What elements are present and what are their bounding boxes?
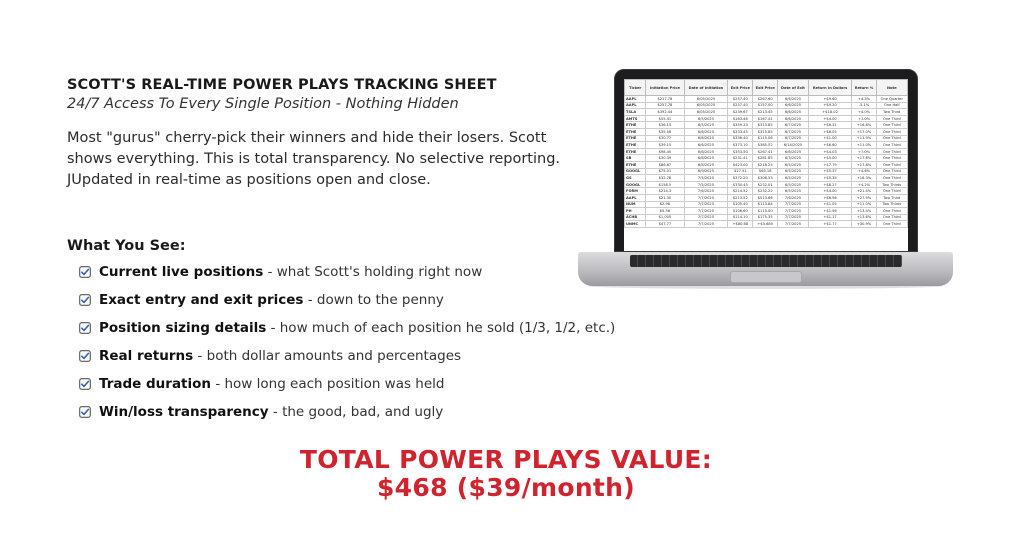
spreadsheet-cell: 6/5/2025 — [778, 168, 809, 175]
spreadsheet-cell: Two Third — [876, 109, 907, 116]
spreadsheet-cell: +$1.77 — [808, 221, 852, 228]
spreadsheet-column-header: Initiation Price — [646, 80, 684, 96]
spreadsheet-cell: $35.58 — [646, 128, 684, 135]
spreadsheet-cell: One Third — [876, 115, 907, 122]
spreadsheet-cell: One Third — [876, 208, 907, 215]
spreadsheet-cell: +$6.31 — [808, 122, 852, 129]
spreadsheet-cell: +4.0% — [852, 109, 876, 116]
spreadsheet-cell: ETHE — [625, 128, 646, 135]
total-value-banner — [196, 446, 816, 502]
spreadsheet-cell: $167.41 — [753, 115, 778, 122]
spreadsheet-cell: $30.39 — [646, 155, 684, 162]
spreadsheet-cell: $372.20 — [728, 175, 753, 182]
spreadsheet-cell: $2.98 — [646, 201, 684, 208]
spreadsheet-cell: $257.78 — [646, 102, 684, 109]
spreadsheet-cell: $105.40 — [728, 201, 753, 208]
spreadsheet-cell: 6/5/2025 — [778, 181, 809, 188]
spreadsheet-cell: 6/05/2025 — [684, 109, 728, 116]
spreadsheet-cell: 6/6/2025 — [684, 142, 728, 149]
spreadsheet-cell: 6/05/2025 — [684, 96, 728, 103]
spreadsheet-cell: 6/5/2025 — [778, 175, 809, 182]
spreadsheet-cell: $163.46 — [728, 115, 753, 122]
spreadsheet-cell: ETHE — [625, 161, 646, 168]
spreadsheet-cell: $232.22 — [753, 188, 778, 195]
spreadsheet-cell: 7/7/2025 — [684, 208, 728, 215]
feature-list — [79, 258, 615, 426]
spreadsheet-cell: $98.45 — [646, 148, 684, 155]
spreadsheet-cell: $115.00 — [753, 208, 778, 215]
spreadsheet-cell: +$4.00 — [808, 115, 852, 122]
spreadsheet-cell: +11.9% — [852, 135, 876, 142]
total-value-price: $468 ($39/month) — [376, 473, 636, 502]
spreadsheet-row — [625, 142, 908, 149]
laptop-trackpad — [730, 271, 802, 283]
feature-bold-label: Current live positions — [99, 264, 264, 280]
spreadsheet-cell: $114.10 — [728, 214, 753, 221]
spreadsheet-cell: $218.25 — [753, 161, 778, 168]
spreadsheet-cell: $86.67 — [646, 161, 684, 168]
spreadsheet-row — [625, 214, 908, 221]
spreadsheet-cell: 7/7/2025 — [778, 221, 809, 228]
feature-item-trade-duration — [79, 370, 615, 398]
laptop-screen — [624, 79, 908, 251]
spreadsheet-row — [625, 135, 908, 142]
feature-description: - both dollar amounts and percentages — [193, 348, 462, 364]
spreadsheet-cell: 6/7/2025 — [778, 135, 809, 142]
spreadsheet-cell: +$7.79 — [808, 161, 852, 168]
spreadsheet-row — [625, 175, 908, 182]
spreadsheet-cell: $217.78 — [646, 96, 684, 103]
spreadsheet-cell: 6/5/2025 — [778, 161, 809, 168]
spreadsheet-header-row — [625, 80, 908, 96]
spreadsheet-cell: One Third — [876, 214, 907, 221]
spreadsheet-row — [625, 168, 908, 175]
spreadsheet-cell: $32.78 — [646, 175, 684, 182]
feature-item-real-returns — [79, 342, 615, 370]
spreadsheet-cell: $257.40 — [728, 96, 753, 103]
spreadsheet-cell: $30.77 — [646, 135, 684, 142]
spreadsheet-cell: $239.67 — [728, 109, 753, 116]
spreadsheet-cell: $232.01 — [753, 181, 778, 188]
spreadsheet-cell: One Third — [876, 175, 907, 182]
spreadsheet-cell: $330.45 — [728, 181, 753, 188]
spreadsheet-cell: 6/6/2025 — [778, 148, 809, 155]
spreadsheet-cell: 6/6/2025 — [684, 135, 728, 142]
spreadsheet-cell: 7/7/2025 — [778, 201, 809, 208]
spreadsheet-cell: +$4.03 — [808, 148, 852, 155]
spreadsheet-cell: 6/5/2025 — [684, 115, 728, 122]
spreadsheet-cell: $231.41 — [728, 155, 753, 162]
spreadsheet-column-header: Date of Initiation — [684, 80, 728, 96]
spreadsheet-cell: $423.00 — [728, 161, 753, 168]
spreadsheet-cell: $213.52 — [728, 194, 753, 201]
feature-description: - how long each position was held — [211, 376, 445, 392]
feature-bold-label: Real returns — [99, 348, 194, 364]
spreadsheet-row — [625, 122, 908, 129]
spreadsheet-cell: 7/6/2025 — [684, 188, 728, 195]
spreadsheet-cell: +$6.05 — [808, 128, 852, 135]
spreadsheet-cell: +1.0% — [852, 115, 876, 122]
spreadsheet-cell: +$5.00 — [808, 155, 852, 162]
spreadsheet-cell: +$6.96 — [808, 194, 852, 201]
spreadsheet-cell: $21.30 — [646, 194, 684, 201]
spreadsheet-cell: 6/3/2025 — [778, 155, 809, 162]
spreadsheet-cell: $158.5 — [646, 181, 684, 188]
spreadsheet-cell: +$9.20 — [808, 102, 852, 109]
feature-item-live-positions — [79, 258, 615, 286]
spreadsheet-cell: $392.44 — [646, 109, 684, 116]
spreadsheet-cell: One Third — [876, 122, 907, 129]
spreadsheet-cell: $213.45 — [753, 109, 778, 116]
spreadsheet-cell: 6/6/2025 — [778, 96, 809, 103]
spreadsheet-row — [625, 194, 908, 201]
laptop-lid — [614, 69, 918, 252]
spreadsheet-cell: +16.8% — [852, 122, 876, 129]
spreadsheet-cell: $267.60 — [753, 96, 778, 103]
spreadsheet-cell: $333.45 — [728, 128, 753, 135]
spreadsheet-cell: AAPL — [625, 96, 646, 103]
spreadsheet-cell: $65.18 — [753, 168, 778, 175]
spreadsheet-cell: One Third — [876, 155, 907, 162]
checkbox-check-icon — [79, 350, 91, 362]
spreadsheet-cell: +$9.60 — [808, 96, 852, 103]
spreadsheet-cell: +$5.35 — [808, 175, 852, 182]
spreadsheet-cell: One Third — [876, 135, 907, 142]
spreadsheet-cell: +21.4% — [852, 188, 876, 195]
feature-bold-label: Position sizing details — [99, 320, 267, 336]
spreadsheet-cell: $27.51 — [728, 168, 753, 175]
spreadsheet-row — [625, 188, 908, 195]
spreadsheet-cell: +27.9% — [852, 194, 876, 201]
spreadsheet-cell: $36.15 — [646, 122, 684, 129]
spreadsheet-cell: 6/05/2025 — [684, 102, 728, 109]
spreadsheet-row — [625, 221, 908, 228]
spreadsheet-cell: $373.10 — [728, 142, 753, 149]
spreadsheet-cell: $353.50 — [728, 148, 753, 155]
spreadsheet-cell: $281.85 — [753, 155, 778, 162]
spreadsheet-cell: ETHE — [625, 122, 646, 129]
spreadsheet-cell: 7/5/2025 — [684, 181, 728, 188]
spreadsheet-cell: $214.3 — [646, 188, 684, 195]
spreadsheet-cell: $336.40 — [728, 135, 753, 142]
spreadsheet-cell: +$8.27 — [808, 181, 852, 188]
spreadsheet-cell: AMTS — [625, 115, 646, 122]
feature-description: - down to the penny — [303, 292, 444, 308]
spreadsheet-cell: $359.23 — [728, 122, 753, 129]
spreadsheet-cell: 6/6/2025 — [684, 148, 728, 155]
spreadsheet-cell: Two Thirds — [876, 201, 907, 208]
spreadsheet-cell: 6/8/2025 — [684, 161, 728, 168]
spreadsheet-column-header: Return in Dollars — [808, 80, 852, 96]
spreadsheet-cell: $75.01 — [646, 168, 684, 175]
spreadsheet-column-header: Note — [876, 80, 907, 96]
spreadsheet-cell: 7/5/2025 — [684, 175, 728, 182]
spreadsheet-cell: 6/6/2025 — [778, 109, 809, 116]
spreadsheet-cell: 6/14/2025 — [778, 142, 809, 149]
spreadsheet-row — [625, 208, 908, 215]
spreadsheet-cell: $513.66 — [753, 194, 778, 201]
checkbox-check-icon — [79, 378, 91, 390]
spreadsheet-cell: One Third — [876, 168, 907, 175]
spreadsheet-cell: 7/7/2025 — [684, 194, 728, 201]
spreadsheet-row — [625, 161, 908, 168]
feature-item-win-loss — [79, 398, 615, 426]
spreadsheet-cell: 6/6/2025 — [778, 115, 809, 122]
spreadsheet-cell: PH — [625, 208, 646, 215]
spreadsheet-cell: +$1.00 — [808, 135, 852, 142]
spreadsheet-cell: $308.53 — [753, 175, 778, 182]
laptop-mockup — [578, 69, 953, 289]
feature-item-entry-exit — [79, 286, 615, 314]
spreadsheet-row — [625, 96, 908, 103]
spreadsheet-cell: 6/5/2025 — [778, 188, 809, 195]
spreadsheet-cell: ETHE — [625, 142, 646, 149]
tracking-spreadsheet — [624, 79, 908, 228]
what-you-see-heading: What You See: — [67, 238, 186, 254]
spreadsheet-cell: ETHE — [625, 135, 646, 142]
spreadsheet-cell: $257.40 — [728, 102, 753, 109]
spreadsheet-cell: 6/6/2025 — [684, 128, 728, 135]
checkbox-check-icon — [79, 322, 91, 334]
spreadsheet-cell: One Quarter — [876, 96, 907, 103]
spreadsheet-cell: One Third — [876, 142, 907, 149]
page-subtitle: 24/7 Access To Every Single Position - Nothing Hidden — [67, 96, 459, 112]
spreadsheet-cell: One Third — [876, 161, 907, 168]
spreadsheet-cell: +30.9% — [852, 221, 876, 228]
spreadsheet-cell: $313.85 — [753, 122, 778, 129]
spreadsheet-cell: +$4.00 — [808, 188, 852, 195]
spreadsheet-cell: $55.41 — [646, 115, 684, 122]
spreadsheet-cell: One Third — [876, 188, 907, 195]
total-value-label: TOTAL POWER PLAYS VALUE: — [299, 445, 713, 474]
spreadsheet-cell: $113.84 — [753, 201, 778, 208]
spreadsheet-cell: AAPL — [625, 194, 646, 201]
spreadsheet-cell: +4.2% — [852, 181, 876, 188]
spreadsheet-cell: ETHE — [625, 148, 646, 155]
spreadsheet-cell: $157.00 — [753, 102, 778, 109]
spreadsheet-row — [625, 155, 908, 162]
spreadsheet-cell: +4.3% — [852, 96, 876, 103]
spreadsheet-cell: +$18.02 — [808, 109, 852, 116]
spreadsheet-cell: One Third — [876, 148, 907, 155]
spreadsheet-cell: $175.35 — [753, 214, 778, 221]
spreadsheet-cell: $39.15 — [646, 142, 684, 149]
spreadsheet-row — [625, 201, 908, 208]
spreadsheet-cell: $47.77 — [646, 221, 684, 228]
feature-description: - how much of each position he sold (1/3, 1/2, etc.) — [266, 320, 616, 336]
spreadsheet-cell: Two Thirds — [876, 181, 907, 188]
spreadsheet-cell: One Third — [876, 221, 907, 228]
spreadsheet-cell: $315.85 — [753, 128, 778, 135]
spreadsheet-cell: +$5.37 — [808, 168, 852, 175]
spreadsheet-cell: +17.6% — [852, 155, 876, 162]
spreadsheet-column-header: Exit Price — [753, 80, 778, 96]
spreadsheet-cell: +11.0% — [852, 201, 876, 208]
spreadsheet-column-header: Exit Price — [728, 80, 753, 96]
spreadsheet-cell: UNMC — [625, 221, 646, 228]
spreadsheet-cell: $267.41 — [753, 148, 778, 155]
spreadsheet-cell: +4.6% — [852, 168, 876, 175]
spreadsheet-row — [625, 128, 908, 135]
spreadsheet-cell: 7/7/2025 — [778, 208, 809, 215]
spreadsheet-cell: 6/7/2025 — [778, 128, 809, 135]
spreadsheet-cell: +$1.17 — [808, 214, 852, 221]
spreadsheet-cell: $385.52 — [753, 142, 778, 149]
spreadsheet-cell: $214.52 — [728, 188, 753, 195]
spreadsheet-cell: ACHB — [625, 214, 646, 221]
checkbox-check-icon — [79, 406, 91, 418]
spreadsheet-cell: +13.6% — [852, 214, 876, 221]
spreadsheet-cell: 6/8/2025 — [684, 155, 728, 162]
spreadsheet-cell: +17.0% — [852, 128, 876, 135]
spreadsheet-cell: +$1.05 — [808, 201, 852, 208]
spreadsheet-cell: One Third — [876, 128, 907, 135]
feature-item-position-sizing — [79, 314, 615, 342]
spreadsheet-cell: 7/7/2025 — [684, 201, 728, 208]
spreadsheet-cell: SB — [625, 155, 646, 162]
spreadsheet-row — [625, 102, 908, 109]
spreadsheet-cell: Two Third — [876, 194, 907, 201]
spreadsheet-cell: +13.4% — [852, 208, 876, 215]
spreadsheet-cell: +16.3% — [852, 175, 876, 182]
spreadsheet-cell: GOOGL — [625, 168, 646, 175]
laptop-keyboard — [630, 255, 902, 267]
spreadsheet-cell: AAPL — [625, 102, 646, 109]
spreadsheet-column-header: Ticker — [625, 80, 646, 96]
spreadsheet-cell: $5.56 — [646, 208, 684, 215]
spreadsheet-cell: 7/7/2025 — [684, 214, 728, 221]
spreadsheet-cell: 7/7/2025 — [684, 221, 728, 228]
spreadsheet-row — [625, 148, 908, 155]
spreadsheet-cell: 6/9/2025 — [684, 168, 728, 175]
spreadsheet-cell: NUM — [625, 201, 646, 208]
spreadsheet-cell: 6/5/2025 — [684, 122, 728, 129]
spreadsheet-row — [625, 115, 908, 122]
spreadsheet-column-header: Return % — [852, 80, 876, 96]
spreadsheet-row — [625, 109, 908, 116]
spreadsheet-cell: $1,005 — [646, 214, 684, 221]
spreadsheet-cell: -5.1% — [852, 102, 876, 109]
spreadsheet-cell: +$80.68 — [728, 221, 753, 228]
spreadsheet-cell: GOOGL — [625, 181, 646, 188]
spreadsheet-cell: GS — [625, 175, 646, 182]
spreadsheet-cell: +$5.685 — [753, 221, 778, 228]
spreadsheet-cell: 6/6/2025 — [778, 102, 809, 109]
feature-description: - the good, bad, and ugly — [268, 404, 444, 420]
spreadsheet-row — [625, 181, 908, 188]
spreadsheet-cell: $115.06 — [753, 135, 778, 142]
spreadsheet-cell: One Half — [876, 102, 907, 109]
feature-bold-label: Trade duration — [99, 376, 212, 392]
feature-bold-label: Win/loss transparency — [99, 404, 269, 420]
checkbox-check-icon — [79, 294, 91, 306]
spreadsheet-body — [625, 96, 908, 228]
spreadsheet-cell: +17.8% — [852, 161, 876, 168]
description-text: Most "gurus" cherry-pick their winners and hide their losers. Scott shows everything. This is total transparency. No selective reporting. JUpdated in real-time as positions open and close. — [67, 130, 561, 188]
spreadsheet-cell: TSLA — [625, 109, 646, 116]
spreadsheet-cell: +$6.60 — [808, 142, 852, 149]
spreadsheet-cell: $106.60 — [728, 208, 753, 215]
spreadsheet-cell: 7/7/2025 — [778, 214, 809, 221]
feature-bold-label: Exact entry and exit prices — [99, 292, 304, 308]
spreadsheet-cell: FORM — [625, 188, 646, 195]
spreadsheet-cell: 7/6/2025 — [778, 194, 809, 201]
spreadsheet-cell: +11.0% — [852, 142, 876, 149]
checkbox-check-icon — [79, 266, 91, 278]
feature-description: - what Scott's holding right now — [263, 264, 483, 280]
page-title: SCOTT'S REAL-TIME POWER PLAYS TRACKING SHEET — [67, 77, 497, 93]
spreadsheet-cell: +7.0% — [852, 148, 876, 155]
spreadsheet-column-header: Date of Exit — [778, 80, 809, 96]
spreadsheet-cell: 6/7/2025 — [778, 122, 809, 129]
spreadsheet-cell: +$1.56 — [808, 208, 852, 215]
